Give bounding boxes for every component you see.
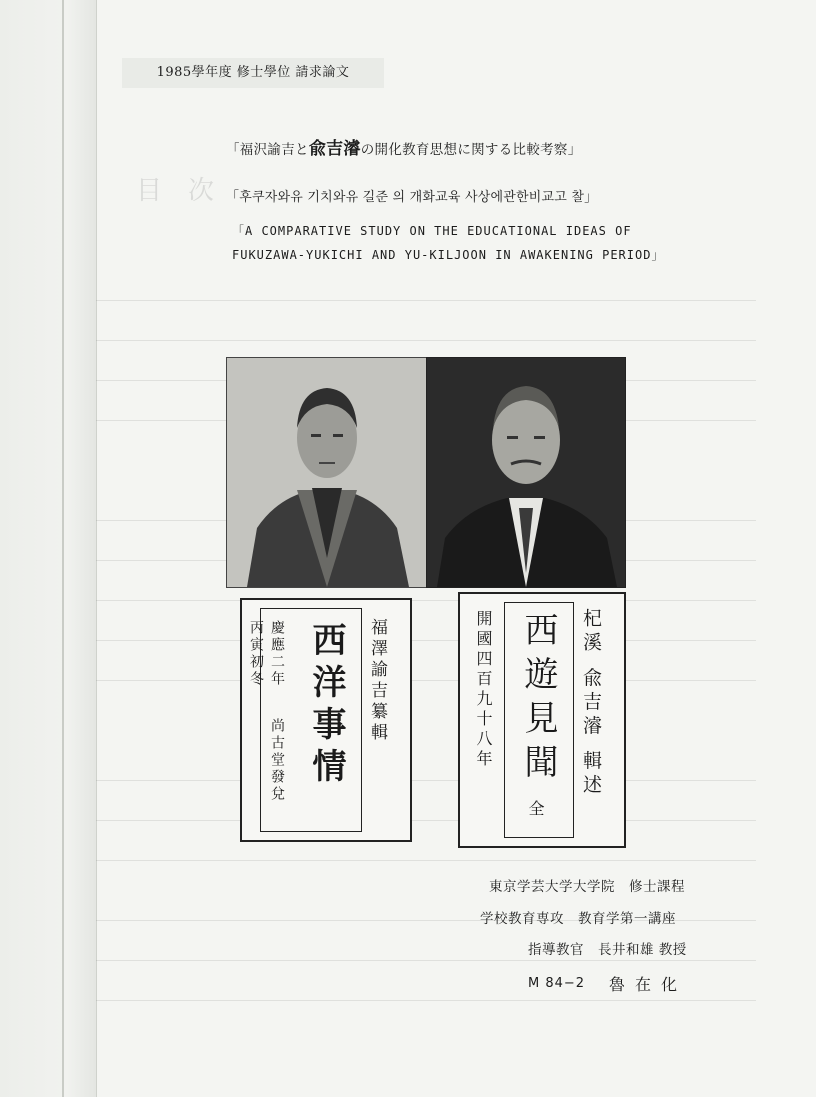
book-cover-seoyu-gyeonmun [458, 592, 626, 848]
title-korean: 「후쿠자와유 기치와유 길준 의 개화교육 사상에관한비교고 찰」 [226, 190, 598, 205]
title-english-line1: 「A COMPARATIVE STUDY ON THE EDUCATIONAL IDEAS OF [232, 224, 632, 238]
author-student-code: M 84−2 [528, 976, 586, 991]
book-right-date: 開國四百九十八年 [474, 610, 493, 770]
title-japanese-name: 兪吉濬 [308, 139, 361, 159]
affiliation-advisor: 指導教官 長井和雄 教授 [528, 942, 687, 958]
book-left-title: 西洋事情 [306, 622, 346, 790]
affiliation-department: 学校教育専攻 教育学第一講座 [480, 911, 676, 927]
portrait-yu-photo [426, 357, 626, 588]
binding-crease [62, 0, 64, 1097]
degree-label: 1985學年度 修士學位 請求論文 [122, 58, 384, 88]
book-left-publisher: 尚古堂發兌 [269, 718, 285, 803]
portrait-fukuzawa-image [227, 358, 427, 587]
book-left-date: 慶應二年 [269, 620, 285, 688]
book-left-season: 丙寅初冬 [248, 620, 264, 688]
book-right-author: 杞溪 兪吉濬 輯述 [580, 608, 602, 799]
book-left-author: 福澤諭吉纂輯 [367, 618, 387, 744]
book-cover-seiyo-jijo [240, 598, 412, 842]
book-right-title: 西遊見聞 [518, 612, 558, 788]
book-right-volume: 全 [526, 800, 545, 816]
title-japanese [226, 134, 582, 159]
title-japanese-prefix: 「福沢諭吉と [226, 142, 309, 158]
portrait-yu-image [427, 358, 625, 587]
portrait-fukuzawa-photo [226, 357, 428, 588]
title-japanese-suffix: の開化教育思想に関する比較考察」 [360, 142, 582, 158]
affiliation-university: 東京学芸大学大学院 修士課程 [489, 879, 685, 895]
title-english-line2: FUKUZAWA-YUKICHI AND YU-KILJOON IN AWAKENING PERIOD」 [232, 248, 665, 262]
binding-edge [0, 0, 97, 1097]
bleed-through-background: 目 次 [96, 0, 816, 1097]
author-name: 魯在化 [609, 975, 688, 994]
